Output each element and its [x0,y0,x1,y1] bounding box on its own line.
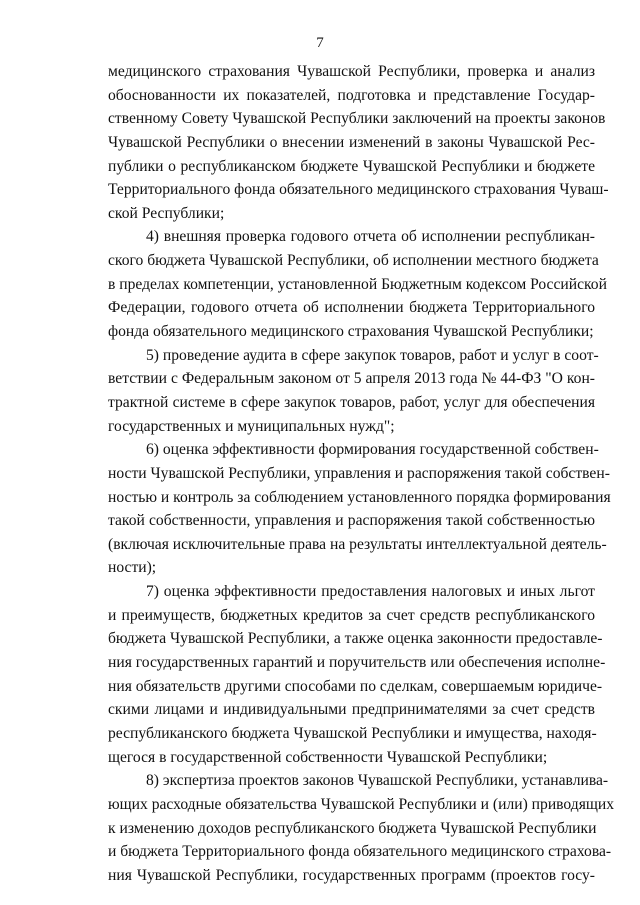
text-line: медицинского страхования Чувашской Республики, проверка и анализ [108,63,595,80]
text-line: такой собственности, управления и распоряжения такой собственностью [108,512,595,530]
text-line: ностью и контроль за соблюдением установленного порядка формирования [108,488,611,506]
text-line: 6) оценка эффективности формирования государственной собствен- [146,441,599,459]
text-line: 5) проведение аудита в сфере закупок товаров, работ и услуг в соот- [146,346,599,364]
text-line: ской Республики; [108,204,225,222]
text-line: 4) внешняя проверка годового отчета об исполнении республикан- [146,228,595,246]
text-line: скими лицами и индивидуальными предпринимателями за счет средств [108,701,595,719]
text-line: (включая исключительные права на результаты интеллектуальной деятель- [108,535,607,553]
text-line: фонда обязательного медицинского страхования Чувашской Республики; [108,323,594,341]
text-line: Чувашской Республики о внесении изменений в законы Чувашской Рес- [108,133,595,151]
text-line: Территориального фонда обязательного медицинского страхования Чуваш- [108,181,609,199]
text-line: 7) оценка эффективности предоставления налоговых и иных льгот [146,583,595,601]
text-line: обоснованности их показателей, подготовка и представление Государ- [108,86,595,104]
text-line: государственных и муниципальных нужд"; [108,417,395,435]
text-line: публики о республиканском бюджете Чувашской Республики и бюджете [108,157,595,175]
text-line: Федерации, годового отчета об исполнении бюджета Территориального [108,299,595,317]
text-line: ния обязательств другими способами по сделкам, совершаемым юридиче- [108,677,603,695]
text-line: к изменению доходов республиканского бюджета Чувашской Республики [108,819,597,837]
body-text [108,60,615,887]
text-line: и преимуществ, бюджетных кредитов за счет средств республиканского [108,606,595,624]
text-line: ветствии с Федеральным законом от 5 апреля 2013 года № 44-ФЗ "О кон- [108,370,595,388]
text-line: щегося в государственной собственности Чувашской Республики; [108,748,548,766]
text-line: бюджета Чувашской Республики, а также оценка законности предоставле- [108,630,603,648]
text-line: ющих расходные обязательства Чувашской Республики и (или) приводящих [108,795,615,813]
text-line: ности Чувашской Республики, управления и распоряжения такой собствен- [108,464,610,482]
text-line: ственному Совету Чувашской Республики заключений на проекты законов [108,110,606,128]
text-line: в пределах компетенции, установленной Бюджетным кодексом Российской [108,275,607,293]
text-line: трактной системе в сфере закупок товаров, работ, услуг для обеспечения [108,393,595,411]
text-line: и бюджета Территориального фонда обязательного медицинского страхова- [108,843,612,861]
text-line: ния Чувашской Республики, государственных программ (проектов госу- [108,866,595,884]
text-line: 8) экспертиза проектов законов Чувашской Республики, устанавлива- [146,772,609,790]
text-line: ности); [108,559,157,577]
text-line: ния государственных гарантий и поручительств или обеспечения исполне- [108,654,606,672]
page-number: 7 [316,35,324,51]
text-line: ского бюджета Чувашской Республики, об исполнении местного бюджета [108,252,599,270]
text-line: республиканского бюджета Чувашской Республики и имущества, находя- [108,724,597,742]
